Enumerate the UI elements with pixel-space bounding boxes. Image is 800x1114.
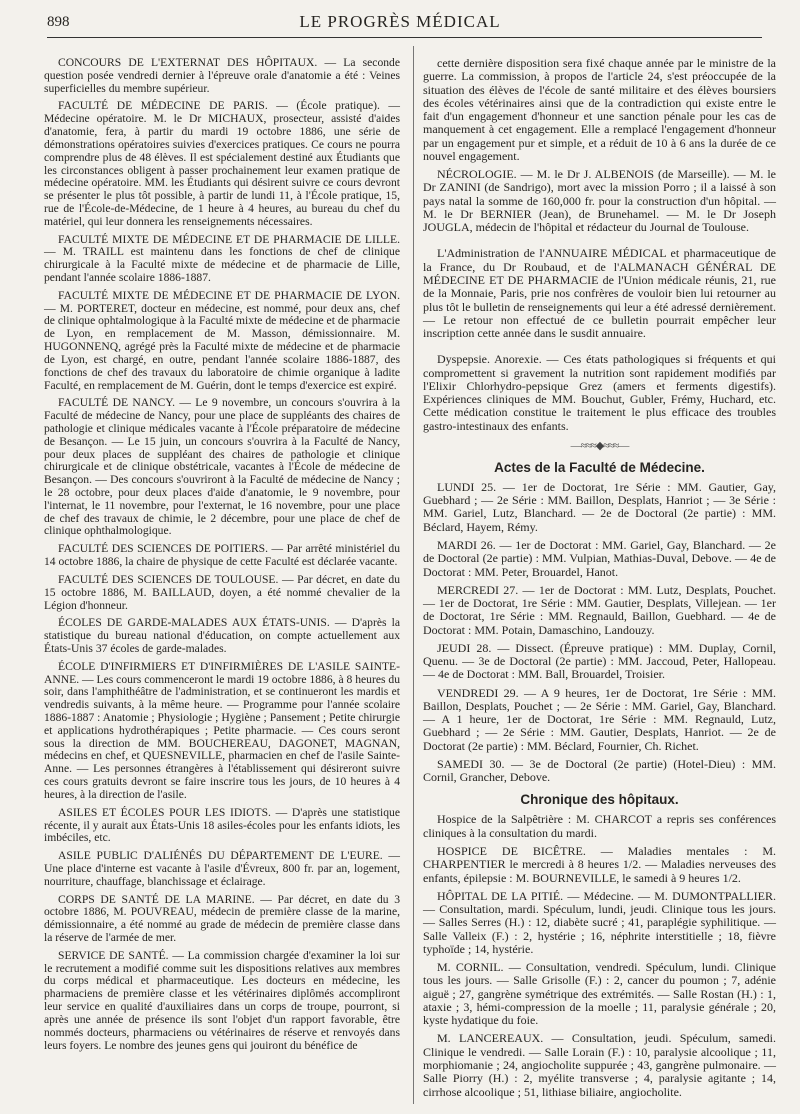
- chronique-pitie: HÔPITAL DE LA PITIÉ. — Médecine. — M. DUMONTPALLIER. — Consultation, mardi. Spéculum, lundi, jeudi. Clinique tous les jours. — Salles Serres (H.) : 12, diabète sucré ; 41, paraplégie syphilitique. — Salle Valleix (F.) : 2, hystérie ; 16, néphrite interstitielle ; 18, fièvre typhoïde ; 14, hystérie.: [423, 888, 776, 956]
- header-rule: [47, 37, 762, 38]
- article-service-sante-cont: cette dernière disposition sera fixé chaque année par le ministre de la guerre. La commission, à propos de l'article 24, s'est préoccupée de la situation des élèves de l'école de santé militaire et des élèves boursiers des écoles vétérinaires ainsi que de la contradiction qui existe entre le fait d'un engagement d'honneur et une sanction pénale pour les cas de manquement à cet engagement. Elle a remplacé l'engagement d'honneur par un engagement pur et simple, et a réduit de 10 à 6 ans la durée de ce nouvel engagement.: [423, 56, 776, 163]
- actes-mercredi: MERCREDI 27. — 1er de Doctorat : MM. Lutz, Desplats, Pouchet. — 1er de Doctorat, 1re Série : MM. Gautier, Desplats, Villejean. — 1er de Doctorat, 1re Série : MM. Regnauld, Baillon, Guebhard. — 4e de Doctorat : MM. Potain, Damaschino, Landouzy.: [423, 582, 776, 637]
- article-annuaire: L'Administration de l'ANNUAIRE MÉDICAL et pharmaceutique de la France, du Dr Roubaud, et de l'ALMANACH GÉNÉRAL DE MÉDECINE ET DE PHARMACIE de l'Union médicale réunis, 21, rue de la Monnaie, Paris, prie nos confrères de vouloir bien lui retourner au plus tôt le bulletin de renseignements qui leur a été adressé dernièrement. — Le retour non effectué de ce bulletin pourrait empêcher leur inscription cette année dans le susdit annuaire.: [423, 246, 776, 341]
- article-externat: CONCOURS DE L'EXTERNAT DES HÔPITAUX. — La seconde question posée vendredi dernier à l'épreuve orale d'anatomie a été : Veines superficielles du membre supérieur.: [44, 56, 400, 95]
- column-divider: [413, 46, 414, 1104]
- article-faculte-lyon: FACULTÉ MIXTE DE MÉDECINE ET DE PHARMACIE DE LYON. — M. PORTERET, docteur en médecine, est nommé, pour deux ans, chef de clinique ophtalmologique à la Faculté mixte de médecine et de pharmacie de Lyon, en remplacement de M. Masson, démissionnaire. M. HUGONNENQ, agrégé près la Faculté mixte de médecine et de pharmacie de Lyon, est chargé, en outre, pendant l'année scolaire 1886-1887, des fonctions de chef des travaux du laboratoire de chimie organique à ladite Faculté, en remplacement de M. Guérin, dont le temps d'exercice est expiré.: [44, 288, 400, 392]
- article-garde-malades: ÉCOLES DE GARDE-MALADES AUX ÉTATS-UNIS. — D'après la statistique du bureau national d'éducation, on compte actuellement aux États-Unis 37 écoles de garde-malades.: [44, 616, 400, 655]
- chronique-lancereaux: M. LANCEREAUX. — Consultation, jeudi. Spéculum, samedi. Clinique le vendredi. — Salle Lorain (F.) : 10, paralysie alcoolique ; 11, morphiomanie ; 24, angiocholite suppurée ; 43, gangrène pulmonaire. — Salle Piorry (H.) : 2, myélite transverse ; 4, paralysie agitante ; 14, cirrhose alcoolique ; 51, lithiase biliaire, angiocholite.: [423, 1031, 776, 1099]
- article-necrologie: NÉCROLOGIE. — M. le Dr J. ALBENOIS (de Marseille). — M. le Dr ZANINI (de Sandrigo), mort avec la mission Porro ; il a laissé à son pays natal la somme de 160,000 fr. pour la construction d'un hôpital. — M. le Dr BERNIER (Jean), de Brunehamel. — M. le Dr Joseph JOUGLA, médecin de l'hôpital et rédacteur du Journal de Toulouse.: [423, 167, 776, 235]
- article-toulouse: FACULTÉ DES SCIENCES DE TOULOUSE. — Par décret, en date du 15 octobre 1886, M. BAILLAUD, doyen, a été nommé chevalier de la Légion d'honneur.: [44, 572, 400, 612]
- actes-jeudi: JEUDI 28. — Dissect. (Épreuve pratique) : MM. Duplay, Cornil, Quenu. — 3e de Doctoral (2e partie) : MM. Jaccoud, Peter, Hallopeau. — 4e de Doctorat : MM. Ball, Brouardel, Troisier.: [423, 640, 776, 682]
- chronique-bicetre: HOSPICE DE BICÊTRE. — Maladies mentales : M. CHARPENTIER le mercredi à 8 heures 1/2. — Maladies nerveuses des enfants, épilepsie : M. BOURNEVILLE, le samedi à 9 heures 1/2.: [423, 844, 776, 885]
- actes-samedi: SAMEDI 30. — 3e de Doctoral (2e partie) (Hotel-Dieu) : MM. Cornil, Grancher, Debove.: [423, 756, 776, 785]
- actes-vendredi: VENDREDI 29. — A 9 heures, 1er de Doctorat, 1re Série : MM. Baillon, Desplats, Pouchet ; — 2e Série : MM. Gariel, Gay, Blanchard. — A 1 heure, 1er de Doctorat, 1re Série : MM. Regnauld, Lutz, Guebhard ; — 2e Série : MM. Gautier, Desplats, Hanriot. — 2e de Doctorat (2e partie) : MM. Béclard, Fournier, Ch. Richet.: [423, 685, 776, 753]
- article-eure: ASILE PUBLIC D'ALIÉNÉS DU DÉPARTEMENT DE L'EURE. — Une place d'interne est vacante à l'asile d'Évreux, 800 fr. par an, logement, nourriture, chauffage, blanchissage et éclairage.: [44, 849, 400, 888]
- chronique-cornil: M. CORNIL. — Consultation, vendredi. Spéculum, lundi. Clinique tous les jours. — Salle Grisolle (F.) : 2, cancer du poumon ; 7, adénie aiguë ; 27, gangrène symétrique des extrémités. — Salle Rostan (H.) : 1, ataxie ; 3, hémi-compression de la moelle ; 11, paralysie générale ; 20, kyste hydatique du foie.: [423, 960, 776, 1028]
- page-header: [0, 0, 800, 46]
- article-dyspepsie: Dyspepsie. Anorexie. — Ces états pathologiques si fréquents et qui compromettent si gravement la nutrition sont rapidement modifiés par l'Elixir Chlorhydro-pepsique Grez (amers et ferments digestifs). Expériences cliniques de MM. Bouchut, Gubler, Frémy, Huchard, etc. Cette médication constitue le traitement le plus efficace des troubles gastro-intestinaux des enfants.: [423, 352, 776, 433]
- article-faculte-paris: FACULTÉ DE MÉDECINE DE PARIS. — (École pratique). — Médecine opératoire. M. le Dr MICHAUX, prosecteur, assisté d'aides d'anatomie, fera, à partir du mardi 19 octobre 1886, une série de démonstrations opératoires suivies d'exercices pratiques. Ce cours ne pourra comprendre plus de 48 élèves. Il est spécialement destiné aux Étudiants que les circonstances obligent à passer prochainement leur examen pratique de médecine opératoire. MM. les Étudiants qui désirent suivre ce cours devront se présenter le plus tôt possible, à partir de lundi 11, à l'École pratique, 15, rue de l'École-de-Médecine, de 1 heure à 4 heures, au bureau du chef du matériel, qui leur donnera les renseignements nécessaires.: [44, 99, 400, 228]
- actes-lundi: LUNDI 25. — 1er de Doctorat, 1re Série : MM. Gautier, Gay, Guebhard ; — 2e Série : MM. Baillon, Desplats, Hanriot ; — 3e Série : MM. Gariel, Lutz, Blanchard. — 2e de Doctoral (2e partie) : MM. Béclard, Hayem, Rémy.: [423, 479, 776, 534]
- actes-mardi: MARDI 26. — 1er de Doctorat : MM. Gariel, Gay, Blanchard. — 2e de Doctoral (2e partie) : MM. Vulpian, Mathias-Duval, Debove. — 4e de Doctorat : MM. Peter, Brouardel, Hanot.: [423, 537, 776, 579]
- article-marine: CORPS DE SANTÉ DE LA MARINE. — Par décret, en date du 3 octobre 1886, M. POUVREAU, médecin de première classe de la marine, démissionnaire, a été nommé au grade de médecin de première classe dans la réserve de l'armée de mer.: [44, 892, 400, 944]
- article-service-sante: SERVICE DE SANTÉ. — La commission chargée d'examiner la loi sur le recrutement a modifié comme suit les dispositions relatives aux membres du corps médical et pharmaceutique. Les docteurs en médecine, les pharmaciens de première classe et les vétérinaires diplômés accompliront leur service en qualité d'auxiliaires dans un corps de troupe, pourront, si après une année de présence ils sont l'objet d'un rapport favorable, être nommés docteurs, pharmaciens ou vétérinaires de réserve et renvoyés dans leurs foyers. Le nombre des jeunes gens qui jouiront du bénéfice de: [44, 948, 400, 1052]
- chronique-title: Chronique des hôpitaux.: [520, 792, 679, 808]
- article-sainte-anne: ÉCOLE D'INFIRMIERS ET D'INFIRMIÈRES DE L'ASILE SAINTE-ANNE. — Les cours commenceront le mardi 19 octobre 1886, à 8 heures du soir, dans l'amphithéâtre de l'administration, et se continueront les mardis et vendredis suivants, à la même heure. — Programme pour l'année scolaire 1886-1887 : Anatomie ; Physiologie ; Hygiène ; Pansement ; Petite chirurgie et applications hydrothérapiques ; Petite pharmacie. — Ces cours seront sous la direction de MM. BOUCHEREAU, DAGONET, MAGNAN, médecins en chef, et QUESNEVILLE, pharmacien en chef de l'asile Sainte-Anne. — Les personnes étrangères à l'établissement qui désireront suivre ces cours gratuits devront se faire inscrire tous les jours, de 10 heures à 4 heures, à la direction de l'asile.: [44, 659, 400, 801]
- article-faculte-lille: FACULTÉ MIXTE DE MÉDECINE ET DE PHARMACIE DE LILLE. — M. TRAILL est maintenu dans les fonctions de chef de clinique chirurgicale à la Faculté mixte de médecine et de pharmacie de Lille, pendant l'année scolaire 1886-1887.: [44, 232, 400, 284]
- running-title: LE PROGRÈS MÉDICAL: [299, 12, 501, 31]
- actes-title: Actes de la Faculté de Médecine.: [494, 459, 705, 475]
- left-column: [44, 57, 400, 1057]
- article-poitiers: FACULTÉ DES SCIENCES DE POITIERS. — Par arrêté ministériel du 14 octobre 1886, la chaire de physique de cette Faculté est déclarée vacante.: [44, 542, 400, 569]
- chronique-salpetriere: Hospice de la Salpêtrière : M. CHARCOT a repris ses conférences cliniques à la consultation du mardi.: [423, 812, 776, 840]
- ornament-separator: —≈≈≈◆≈≈≈—: [570, 439, 629, 452]
- article-idiots: ASILES ET ÉCOLES POUR LES IDIOTS. — D'après une statistique récente, il y aurait aux États-Unis 18 asiles-écoles pour les enfants idiots, les imbéciles, etc.: [44, 805, 400, 845]
- page-number: 898: [47, 14, 70, 30]
- article-faculte-nancy: FACULTÉ DE NANCY. — Le 9 novembre, un concours s'ouvrira à la Faculté de médecine de Nancy, pour une place de suppléants des chaires de pathologie et clinique médicales vacante à l'École préparatoire de médecine de Besançon. — Le 15 juin, un concours s'ouvrira à la Faculté de Nancy, pour deux places de suppléant des chaires de pathologie et clinique chirurgicale et de clinique obstétricale, vacantes à l'École de médecine de Besançon. — Des concours s'ouvriront à la Faculté de médecine de Nancy ; le 28 octobre, pour deux places d'aide d'anatomie, le 9 novembre, pour l'internat, le 11 novembre, pour l'externat, le 16 novembre, pour une place de chef des travaux de chimie, le 2 décembre, pour une place de chef de clinique ophthalmologique.: [44, 396, 400, 538]
- right-column: [423, 57, 776, 1104]
